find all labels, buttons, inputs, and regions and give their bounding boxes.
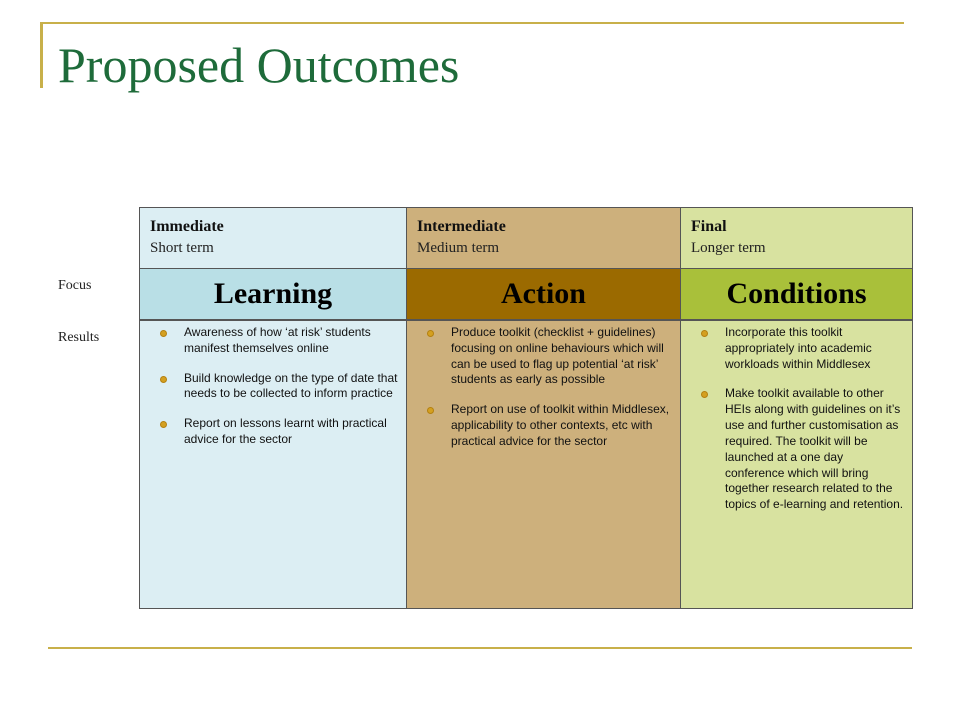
bullet-icon — [427, 330, 434, 337]
header-subtitle: Medium term — [417, 240, 500, 256]
focus-action: Action — [406, 268, 681, 320]
results-list — [146, 325, 398, 448]
list-item: Produce toolkit (checklist + guidelines) focusing on online behaviours which will can be used to flag up potential ‘at risk’ students as early as possible — [413, 325, 672, 388]
list-item: Report on use of toolkit within Middlesex, applicability to other contexts, etc with practical advice for the sector — [413, 402, 672, 449]
list-item: Incorporate this toolkit appropriately into academic workloads within Middlesex — [687, 325, 904, 372]
list-item: Report on lessons learnt with practical advice for the sector — [146, 416, 398, 448]
list-item: Make toolkit available to other HEIs along with guidelines on it’s use and further customisation as required. The toolkit will be launched at a one day conference which will bring together research related to the topics of e-learning and retention. — [687, 386, 904, 513]
bullet-icon — [701, 391, 708, 398]
results-list — [687, 325, 904, 513]
slide-title: Proposed Outcomes — [58, 37, 460, 93]
bullet-icon — [160, 330, 167, 337]
focus-conditions: Conditions — [680, 268, 913, 320]
focus-learning: Learning — [139, 268, 407, 320]
focus-row-label: Focus — [58, 278, 92, 293]
list-item: Awareness of how ‘at risk’ students manifest themselves online — [146, 325, 398, 357]
results-immediate — [139, 320, 407, 609]
results-list — [413, 325, 672, 450]
bullet-icon — [701, 330, 708, 337]
results-final — [680, 320, 913, 609]
results-intermediate — [406, 320, 681, 609]
bullet-icon — [160, 421, 167, 428]
header-subtitle: Short term — [150, 240, 214, 256]
header-title: Final — [691, 218, 727, 235]
left-accent-bar — [40, 22, 43, 88]
results-row-label: Results — [58, 330, 100, 345]
header-title: Intermediate — [417, 218, 506, 235]
header-intermediate — [406, 207, 681, 269]
bottom-divider-line — [48, 647, 912, 649]
list-item: Build knowledge on the type of date that needs to be collected to inform practice — [146, 371, 398, 403]
header-subtitle: Longer term — [691, 240, 766, 256]
bullet-icon — [427, 407, 434, 414]
header-title: Immediate — [150, 218, 224, 235]
header-immediate — [139, 207, 407, 269]
top-divider-line — [40, 22, 904, 24]
bullet-icon — [160, 376, 167, 383]
header-final — [680, 207, 913, 269]
